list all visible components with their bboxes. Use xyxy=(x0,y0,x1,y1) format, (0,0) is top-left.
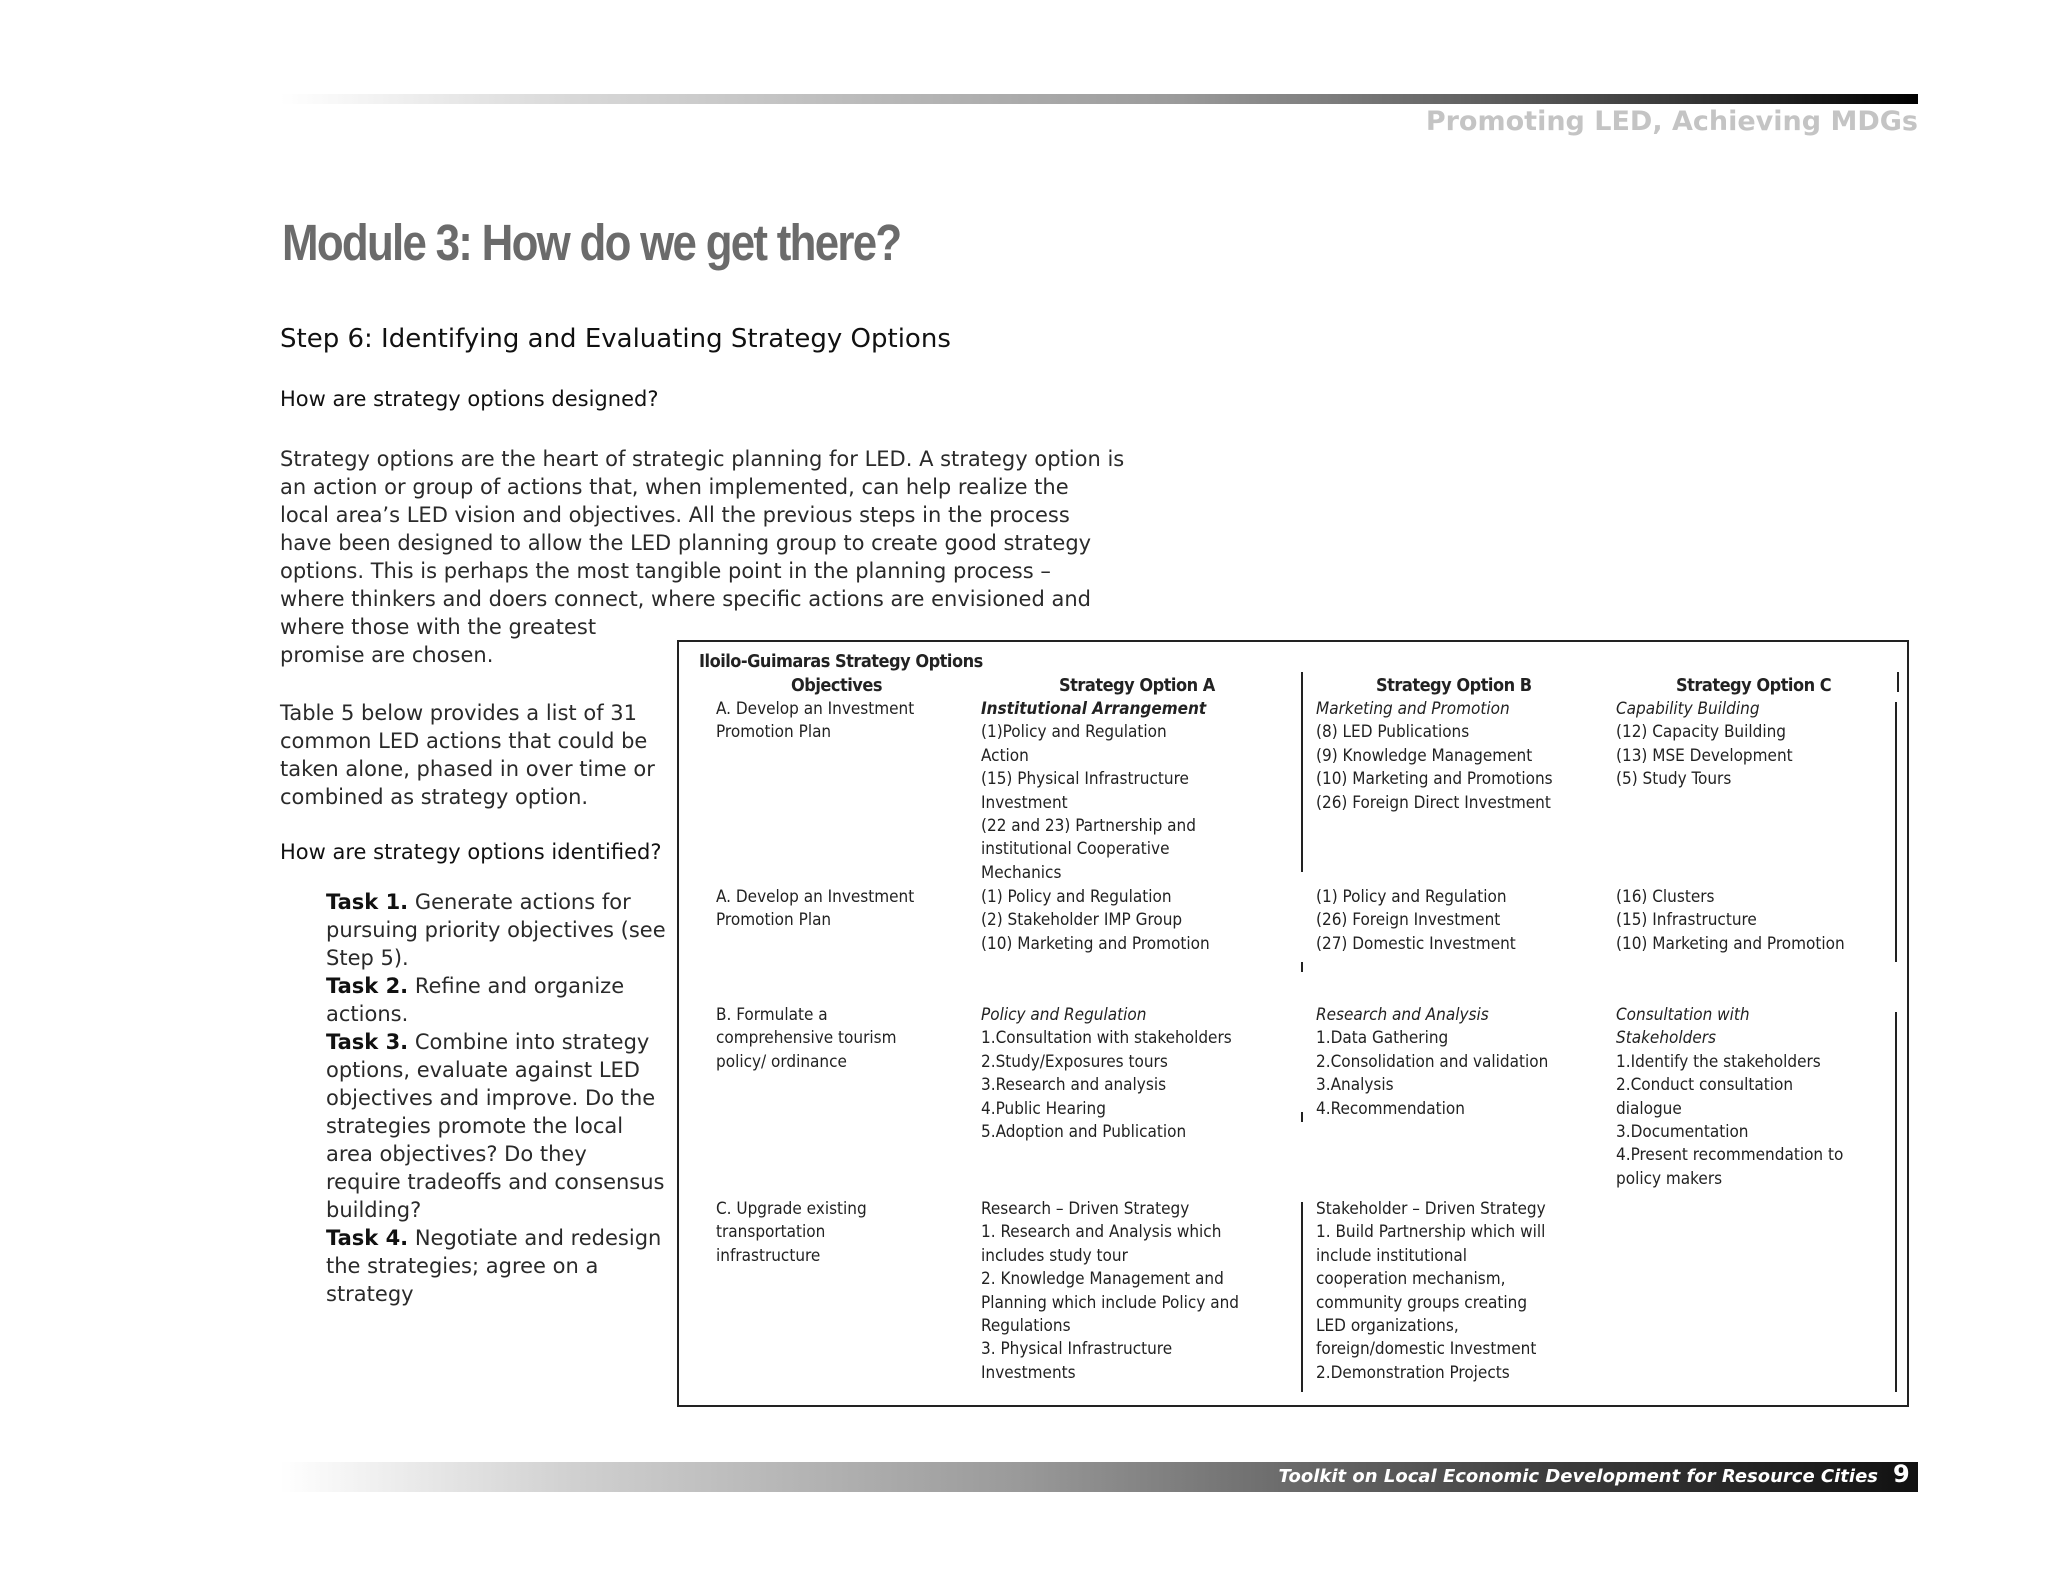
task-item xyxy=(326,890,666,970)
task-item xyxy=(326,1030,665,1222)
table-cell-option-a xyxy=(981,698,1206,885)
column-header-option-a: Strategy Option A xyxy=(1059,675,1215,696)
table-caption: Iloilo-Guimaras Strategy Options xyxy=(699,651,983,672)
cell-body: (1)Policy and Regulation Action (15) Physical Infrastructure Investment (22 and 23) Partnership and institutional Cooperative Mechanics xyxy=(981,722,1196,883)
task-item xyxy=(326,974,624,1026)
table-cell-option-a: (1) Policy and Regulation (2) Stakeholder IMP Group (10) Marketing and Promotion xyxy=(981,887,1210,954)
table-cell-objective: C. Upgrade existing transportation infrastructure xyxy=(716,1199,867,1266)
table-reference-paragraph xyxy=(280,699,655,811)
header-gradient-bar xyxy=(280,94,1918,104)
task-label: Task 4. xyxy=(326,1226,409,1250)
column-header-objectives: Objectives xyxy=(791,675,882,696)
column-header-option-b: Strategy Option B xyxy=(1376,675,1532,696)
table-cell-option-a: Research – Driven Strategy 1. Research and Analysis which includes study tour 2. Knowledge Management and Planning which include Policy and Regulations 3. Physical Infrastructure Investments xyxy=(981,1199,1240,1383)
section-heading-designed: How are strategy options designed? xyxy=(280,387,659,411)
footer-title: Toolkit on Local Economic Development for Resource Cities xyxy=(1278,1466,1878,1487)
table-cell-option-b: (1) Policy and Regulation (26) Foreign Investment (27) Domestic Investment xyxy=(1316,887,1516,954)
paragraph-line: Strategy options are the heart of strategic planning for LED. A strategy option is xyxy=(280,447,1125,471)
cell-body: 1.Identify the stakeholders 2.Conduct consultation dialogue 3.Documentation 4.Present recommendation to policy makers xyxy=(1616,1051,1844,1189)
table-right-rule xyxy=(1895,1012,1897,1392)
paragraph-line: common LED actions that could be xyxy=(280,729,648,753)
page-number: 9 xyxy=(1893,1460,1910,1488)
cell-body: 1.Consultation with stakeholders 2.Study/Exposures tours 3.Research and analysis 4.Public Hearing 5.Adoption and Publication xyxy=(981,1028,1232,1143)
table-cell-objective: A. Develop an Investment Promotion Plan xyxy=(716,699,915,743)
task-text: Generate actions for pursuing priority objectives (see Step 5). xyxy=(326,890,666,970)
paragraph-line: options. This is perhaps the most tangible point in the planning process – xyxy=(280,559,1051,583)
paragraph-line: local area’s LED vision and objectives. All the previous steps in the process xyxy=(280,503,1070,527)
cell-title: Marketing and Promotion xyxy=(1316,699,1510,719)
table-cell-option-b xyxy=(1316,1004,1548,1121)
table-cell-option-a xyxy=(981,1004,1232,1144)
task-text: Combine into strategy options, evaluate against LED objectives and improve. Do the strategies promote the local area objectives? Do they require tradeoffs and consensus building? xyxy=(326,1030,665,1222)
paragraph-line: have been designed to allow the LED planning group to create good strategy xyxy=(280,531,1092,555)
paragraph-line: combined as strategy option. xyxy=(280,785,589,809)
cell-title: Consultation with Stakeholders xyxy=(1616,1005,1750,1049)
paragraph-line: promise are chosen. xyxy=(280,643,494,667)
column-divider xyxy=(1301,1112,1303,1122)
running-header-title: Promoting LED, Achieving MDGs xyxy=(1425,106,1918,137)
cell-title: Research and Analysis xyxy=(1316,1005,1489,1025)
strategy-options-table xyxy=(677,640,1909,1407)
task-item xyxy=(326,1226,661,1306)
task-label: Task 1. xyxy=(326,890,409,914)
table-cell-objective: A. Develop an Investment Promotion Plan xyxy=(716,887,915,931)
paragraph-line: taken alone, phased in over time or xyxy=(280,757,655,781)
cell-body: 1.Data Gathering 2.Consolidation and validation 3.Analysis 4.Recommendation xyxy=(1316,1028,1549,1119)
paragraph-line: where thinkers and doers connect, where specific actions are envisioned and xyxy=(280,587,1091,611)
cell-title: Capability Building xyxy=(1616,699,1760,719)
cell-body: (12) Capacity Building (13) MSE Development (5) Study Tours xyxy=(1616,722,1793,790)
module-title: Module 3: How do we get there? xyxy=(282,214,901,271)
column-divider xyxy=(1301,962,1303,972)
section-heading-identified: How are strategy options identified? xyxy=(280,840,662,864)
column-header-option-c: Strategy Option C xyxy=(1676,675,1832,696)
cell-body: (8) LED Publications (9) Knowledge Management (10) Marketing and Promotions (26) Foreign Direct Investment xyxy=(1316,722,1553,813)
table-right-rule xyxy=(1895,702,1897,962)
intro-paragraph xyxy=(280,445,1124,669)
task-text: Refine and organize actions. xyxy=(326,974,625,1026)
cell-title: Policy and Regulation xyxy=(981,1005,1147,1025)
table-cell-option-c xyxy=(1616,1004,1843,1191)
table-cell-option-b xyxy=(1316,698,1553,815)
table-cell-option-c: (16) Clusters (15) Infrastructure (10) Marketing and Promotion xyxy=(1616,887,1845,954)
step-title: Step 6: Identifying and Evaluating Strategy Options xyxy=(280,324,951,354)
paragraph-line: an action or group of actions that, when implemented, can help realize the xyxy=(280,475,1069,499)
task-text: Negotiate and redesign the strategies; agree on a strategy xyxy=(326,1226,662,1306)
paragraph-line: where those with the greatest xyxy=(280,615,597,639)
task-label: Task 2. xyxy=(326,974,409,998)
column-divider xyxy=(1301,672,1303,872)
paragraph-line: Table 5 below provides a list of 31 xyxy=(280,701,637,725)
table-cell-option-b: Stakeholder – Driven Strategy 1. Build Partnership which will include institutional cooperation mechanism, community groups creating LED organizations, foreign/domestic Investment 2.Demonstration Projects xyxy=(1316,1199,1546,1383)
column-divider xyxy=(1301,1202,1303,1392)
task-label: Task 3. xyxy=(326,1030,409,1054)
table-cell-objective: B. Formulate a comprehensive tourism policy/ ordinance xyxy=(716,1005,897,1072)
table-cell-option-c xyxy=(1616,698,1793,792)
cell-title: Institutional Arrangement xyxy=(981,699,1207,719)
task-list xyxy=(326,888,666,1308)
table-right-rule xyxy=(1897,672,1899,692)
